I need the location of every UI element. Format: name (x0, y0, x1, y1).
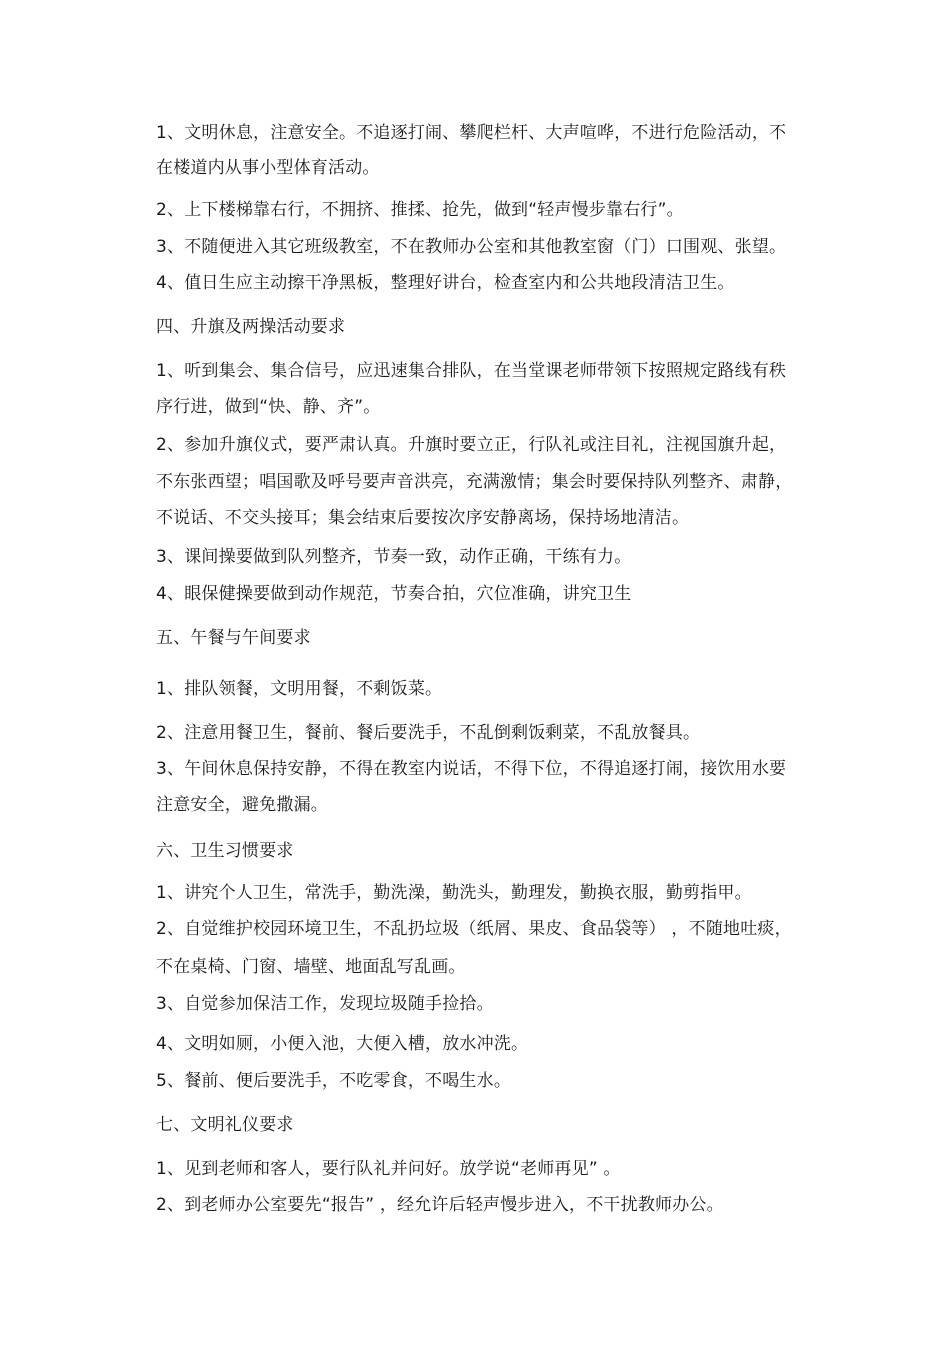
rule-line-2: 在楼道内从事小型体育活动。 (156, 158, 380, 178)
rule-line-6: 1、听到集会、集合信号，应迅速集合排队，在当堂课老师带领下按照规定路线有秩 (156, 361, 787, 381)
rule-line-24: 2、到老师办公室要先“报告” ，经允许后轻声慢步进入，不干扰教师办公。 (156, 1195, 724, 1215)
rule-line-11: 3、课间操要做到队列整齐，节奏一致，动作正确，干练有力。 (156, 547, 632, 567)
rule-line-14: 2、注意用餐卫生，餐前、餐后要洗手，不乱倒剩饭剩菜，不乱放餐具。 (156, 723, 701, 743)
rule-line-9: 不东张西望；唱国歌及呼号要声音洪亮，充满激情；集会时要保持队列整齐、肃静， (156, 472, 793, 492)
rule-line-5: 4、值日生应主动擦干净黑板，整理好讲台，检查室内和公共地段清洁卫生。 (156, 273, 735, 293)
rule-line-20: 3、自觉参加保洁工作，发现垃圾随手捡拾。 (156, 994, 494, 1014)
rule-line-13: 1、排队领餐，文明用餐，不剩饭菜。 (156, 679, 443, 699)
section-heading-6: 六、卫生习惯要求 (156, 841, 294, 861)
rule-line-8: 2、参加升旗仪式，要严肃认真。升旗时要立正，行队礼或注目礼，注视国旗升起， (156, 435, 787, 455)
rule-line-4: 3、不随便进入其它班级教室，不在教师办公室和其他教室窗（门）口围观、张望。 (156, 237, 787, 257)
rule-line-23: 1、见到老师和客人，要行队礼并问好。放学说“老师再见” 。 (156, 1159, 621, 1179)
rule-line-21: 4、文明如厕，小便入池，大便入槽，放水冲洗。 (156, 1034, 529, 1054)
rule-line-18: 2、自觉维护校园环境卫生，不乱扔垃圾（纸屑、果皮、食品袋等） ，不随地吐痰， (156, 919, 792, 939)
section-heading-5: 五、午餐与午间要求 (156, 628, 311, 648)
rule-line-15: 3、午间休息保持安静，不得在教室内说话，不得下位，不得追逐打闹，接饮用水要 (156, 759, 787, 779)
rule-line-7: 序行进，做到“快、静、齐”。 (156, 397, 381, 417)
rule-line-19: 不在桌椅、门窗、墙壁、地面乱写乱画。 (156, 957, 466, 977)
rule-line-22: 5、餐前、便后要洗手，不吃零食，不喝生水。 (156, 1071, 512, 1091)
rule-line-12: 4、眼保健操要做到动作规范，节奏合拍，穴位准确，讲究卫生 (156, 584, 632, 604)
rule-line-3: 2、上下楼梯靠右行，不拥挤、推揉、抢先，做到“轻声慢步靠右行”。 (156, 200, 684, 220)
rule-line-10: 不说话、不交头接耳；集会结束后要按次序安静离场，保持场地清洁。 (156, 508, 690, 528)
rule-line-1: 1、文明休息，注意安全。不追逐打闹、攀爬栏杆、大声喧哗，不进行危险活动，不 (156, 123, 787, 143)
section-heading-4: 四、升旗及两操活动要求 (156, 317, 346, 337)
rule-line-16: 注意安全，避免撒漏。 (156, 795, 328, 815)
section-heading-7: 七、文明礼仪要求 (156, 1115, 294, 1135)
rule-line-17: 1、讲究个人卫生，常洗手，勤洗澡，勤洗头，勤理发，勤换衣服，勤剪指甲。 (156, 883, 752, 903)
